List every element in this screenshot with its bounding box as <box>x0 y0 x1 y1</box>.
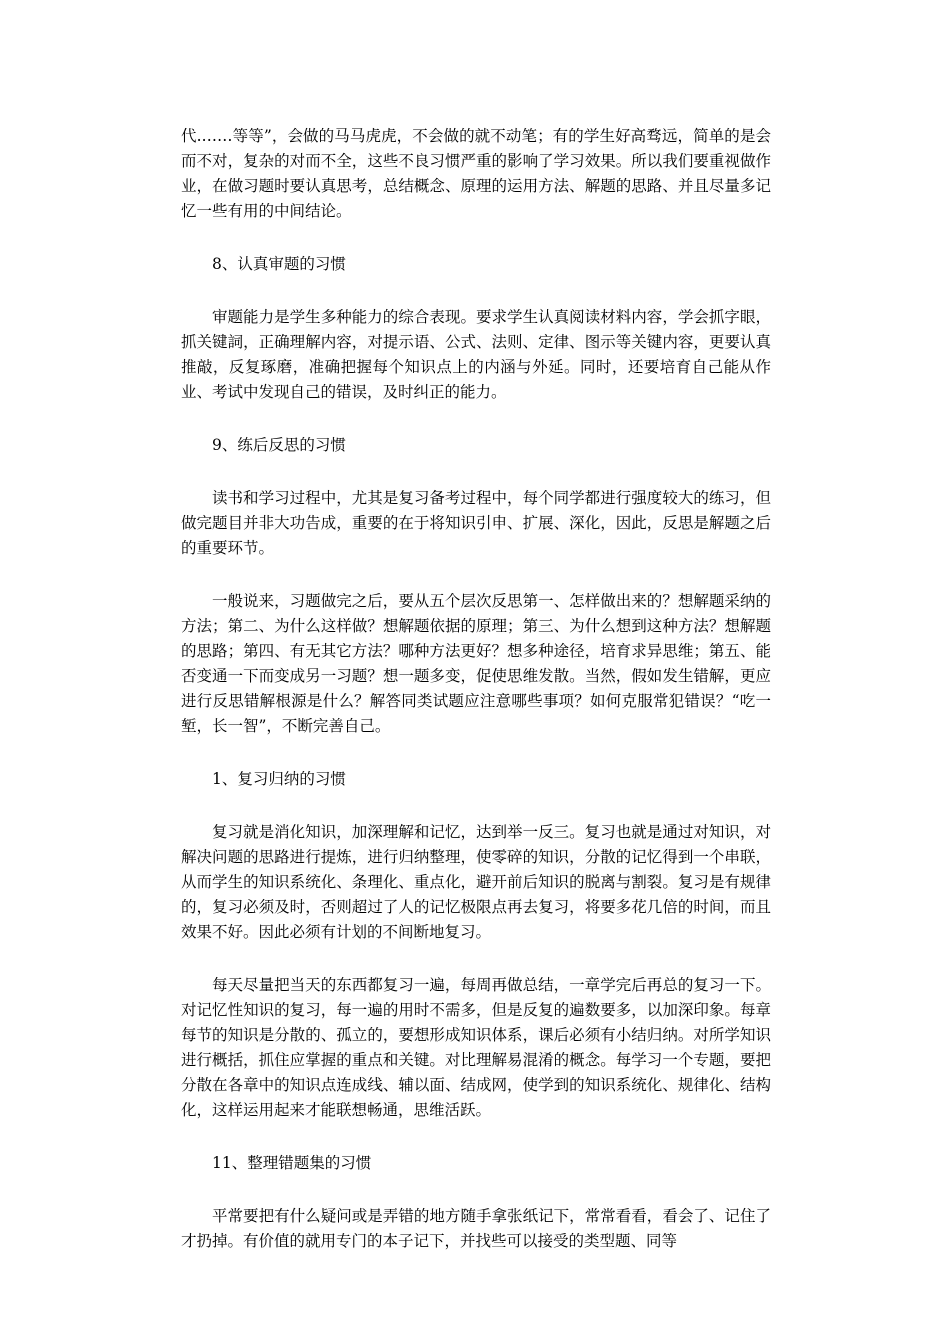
document-page <box>181 124 771 1282</box>
section-heading-11: 11、整理错题集的习惯 <box>212 1154 372 1172</box>
section-heading-1: 1、复习归纳的习惯 <box>212 770 346 788</box>
paragraph-review-daily: 每天尽量把当天的东西都复习一遍，每周再做总结，一章学完后再总的复习一下。对记忆性知识的复习，每一遍的用时不需多，但是反复的遍数要多，以加深印象。每章每节的知识是分散的、孤立的，要想形成知识体系，课后必须有小结归纳。对所学知识进行概括，抓住应掌握的重点和关键。对比理解易混淆的概念。每学习一个专题，要把分散在各章中的知识点连成线、辅以面、结成网，使学到的知识系统化、规律化、结构化，这样运用起来才能联想畅通，思维活跃。 <box>181 976 771 1119</box>
paragraph-review-question-ability: 审题能力是学生多种能力的综合表现。要求学生认真阅读材料内容，学会抓字眼，抓关键詞，正确理解内容，对提示语、公式、法则、定律、图示等关键内容，更要认真推敲，反复琢磨，准确把握每个知识点上的内涵与外延。同时，还要培育自己能从作业、考试中发现自己的错误，及时纠正的能力。 <box>181 308 771 401</box>
paragraph-reflection-intro: 读书和学习过程中，尤其是复习备考过程中，每个同学都进行强度较大的练习，但做完题目并非大功告成，重要的在于将知识引申、扩展、深化，因此，反思是解题之后的重要环节。 <box>181 489 771 557</box>
section-heading-8: 8、认真审题的习惯 <box>212 255 346 273</box>
paragraph-homework-habit-cont: 代.……等等”，会做的马马虎虎，不会做的就不动笔；有的学生好高骛远，简单的是会而不对，复杂的对而不全，这些不良习惯严重的影响了学习效果。所以我们要重视做作业，在做习题时要认真思考，总结概念、原理的运用方法、解题的思路、并且尽量多记忆一些有用的中间结论。 <box>181 127 771 220</box>
section-heading-9: 9、练后反思的习惯 <box>212 436 346 454</box>
paragraph-reflection-five-levels: 一般说来，习题做完之后，要从五个层次反思第一、怎样做出来的？想解题采纳的方法；第二、为什么这样做？想解题依据的原理；第三、为什么想到这种方法？想解题的思路；第四、有无其它方法？哪种方法更好？想多种途径，培育求异思维；第五、能否变通一下而变成另一习题？想一题多变，促使思维发散。当然，假如发生错解，更应进行反思错解根源是什么？解答同类试题应注意哪些事项？如何克服常犯错误？“吃一堑，长一智”，不断完善自己。 <box>181 592 771 735</box>
paragraph-error-notebook: 平常要把有什么疑问或是弄错的地方随手拿张纸记下，常常看看，看会了、记住了才扔掉。有价值的就用专门的本子记下，并找些可以接受的类型题、同等 <box>181 1207 771 1250</box>
paragraph-review-digest: 复习就是消化知识，加深理解和记忆，达到举一反三。复习也就是通过对知识，对解决问题的思路进行提炼，进行归纳整理，使零碎的知识，分散的记忆得到一个串联，从而学生的知识系统化、条理化、重点化，避开前后知识的脱离与割裂。复习是有规律的，复习必须及时，否则超过了人的记忆极限点再去复习，将要多花几倍的时间，而且效果不好。因此必须有计划的不间断地复习。 <box>181 823 771 941</box>
